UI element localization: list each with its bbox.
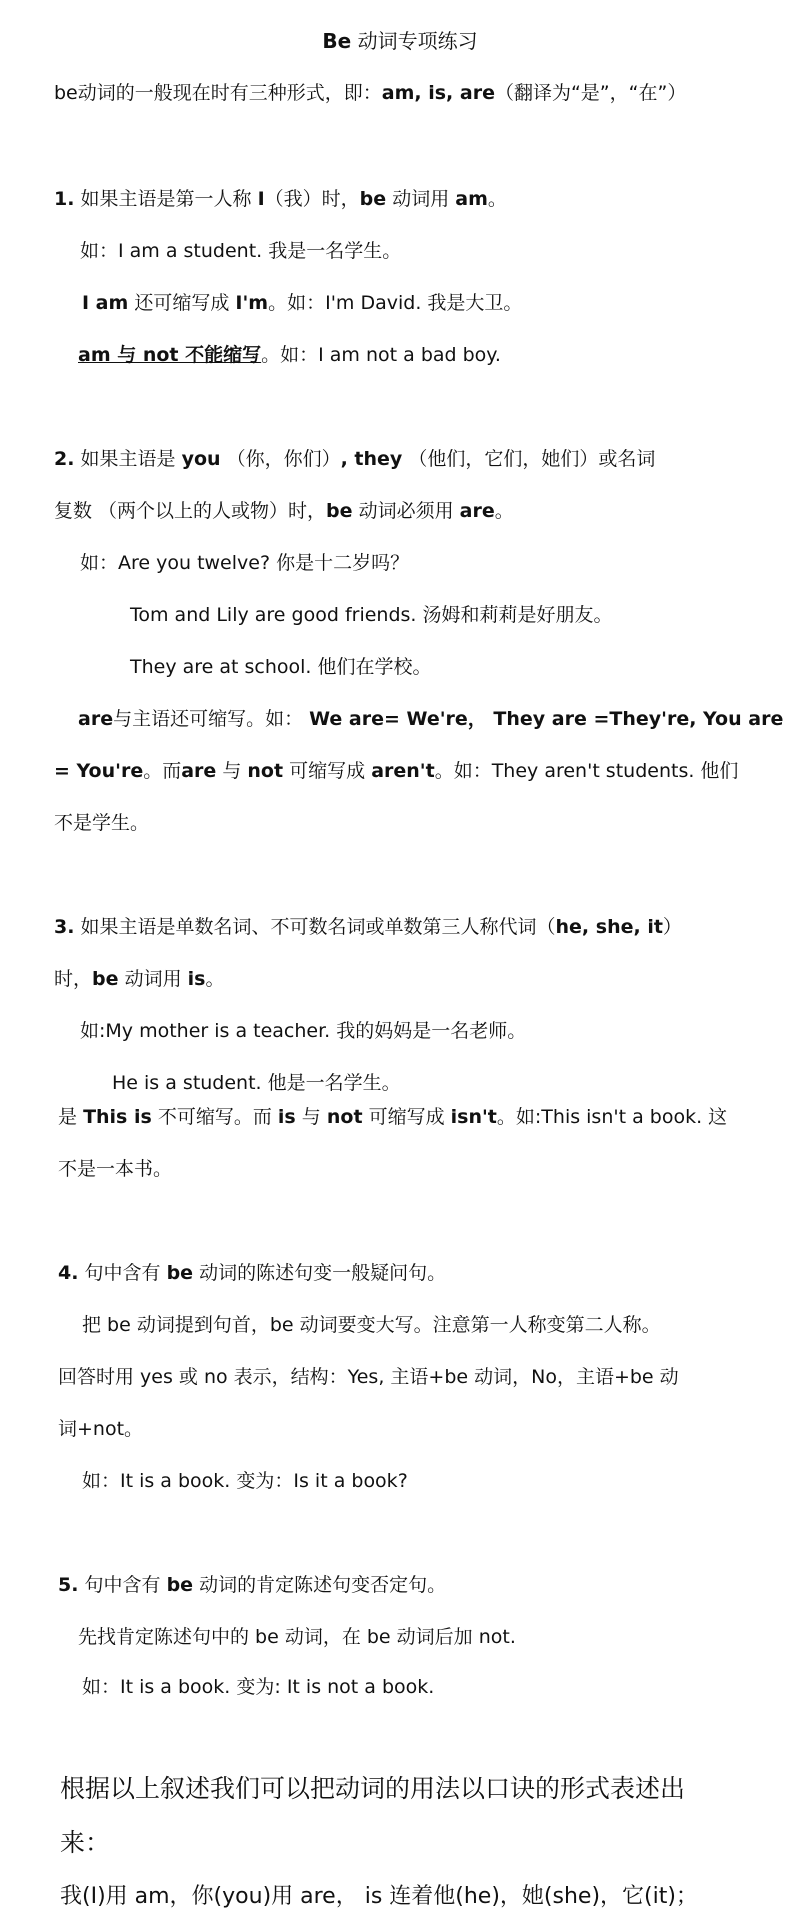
- example-text: 还可缩写成: [134, 292, 230, 314]
- heading-text: 如果主语是第一人称: [80, 188, 252, 210]
- heading-text: （你，你们）: [226, 448, 341, 470]
- section-2-line-3: [78, 706, 783, 732]
- section-2-example-1: 如：Are you twelve? 你是十二岁吗？: [80, 552, 410, 574]
- heading-text: 。: [487, 188, 507, 210]
- contraction-text: 与: [222, 760, 242, 782]
- section-number: 5.: [58, 1574, 79, 1596]
- section-number: 2.: [54, 448, 75, 470]
- rule-bold: isn't: [450, 1106, 497, 1128]
- summary-line-3: 我(I)用 am，你(you)用 are， is 连着他(he)，她(she)，它(it)；: [60, 1884, 698, 1909]
- section-3-example-2: He is a student. 他是一名学生。: [112, 1072, 401, 1094]
- rule-bold: not: [326, 1106, 363, 1128]
- example-text: 。如：I'm David. 我是大卫。: [268, 292, 523, 314]
- section-3-line-4: 不是一本书。: [58, 1158, 173, 1180]
- heading-text: （我）时，: [264, 188, 360, 210]
- intro-text: （翻译为“是”，“在”）: [494, 82, 687, 104]
- intro-text: be: [54, 82, 78, 104]
- heading-text: （他们，它们，她们）或名词: [408, 448, 656, 470]
- rule-text: 。如:This isn't a book. 这: [496, 1106, 728, 1128]
- heading-text: 复数 （两个以上的人或物）时，: [54, 500, 327, 522]
- heading-bold: be: [359, 188, 387, 210]
- section-3-example-1: 如:My mother is a teacher. 我的妈妈是一名老师。: [80, 1020, 527, 1042]
- section-1-example-2: [82, 290, 522, 316]
- heading-bold: , they: [340, 448, 403, 470]
- heading-text: ）: [662, 916, 682, 938]
- heading-bold: be: [92, 968, 119, 990]
- contraction-bold: = You're: [54, 760, 144, 782]
- heading-bold: he, she, it: [555, 916, 663, 938]
- heading-bold: be: [166, 1574, 194, 1596]
- section-number: 3.: [54, 916, 75, 938]
- heading-text: 动词用: [392, 188, 450, 210]
- heading-bold: am: [455, 188, 488, 210]
- heading-text: 。: [205, 968, 225, 990]
- contraction-text: 可缩写成: [289, 760, 366, 782]
- contraction-text: 与主语还可缩写。如：: [113, 708, 304, 730]
- section-1-example-3: [78, 342, 501, 368]
- section-3-line-1: [54, 914, 682, 940]
- heading-text: 如果主语是单数名词、不可数名词或单数第三人称代词（: [80, 916, 556, 938]
- example-bold: I am: [82, 292, 129, 314]
- heading-text: 动词的陈述句变一般疑问句。: [199, 1262, 447, 1284]
- contraction-bold: We are= We're， They are =They're, You are: [309, 708, 784, 730]
- section-4-example-1: 如：It is a book. 变为：Is it a book?: [82, 1470, 408, 1492]
- section-4-line-2: 回答时用 yes 或 no 表示，结构：Yes, 主语+be 动词，No，主语+be 动: [58, 1366, 679, 1388]
- title-rest: 动词专项练习: [357, 29, 478, 53]
- summary-line-1: 根据以上叙述我们可以把动词的用法以口诀的形式表述出: [60, 1774, 686, 1803]
- heading-bold: be: [326, 500, 353, 522]
- rule-bold: This is: [83, 1106, 152, 1128]
- rule-bold: is: [277, 1106, 296, 1128]
- heading-text: 时，: [54, 968, 93, 990]
- section-4-heading: [58, 1260, 446, 1286]
- section-5-example-1: 如：It is a book. 变为: It is not a book.: [82, 1676, 435, 1698]
- example-text: 。如：I am not a bad boy.: [261, 344, 501, 366]
- contraction-bold: are: [181, 760, 217, 782]
- section-1-example-1: 如：I am a student. 我是一名学生。: [80, 240, 402, 262]
- title-bold: Be: [322, 29, 352, 53]
- underlined-rule: am 与 not 不能缩写: [78, 344, 262, 366]
- heading-text: 句中含有: [84, 1574, 161, 1596]
- rule-text: 是: [58, 1106, 78, 1128]
- section-2-line-2: [54, 498, 514, 524]
- page-title: [0, 28, 800, 54]
- contraction-bold: aren't: [371, 760, 435, 782]
- heading-bold: is: [187, 968, 206, 990]
- section-2-example-2: Tom and Lily are good friends. 汤姆和莉莉是好朋友。: [130, 604, 613, 626]
- section-5-line-1: 先找肯定陈述句中的 be 动词，在 be 动词后加 not.: [78, 1626, 516, 1648]
- heading-text: 动词必须用: [358, 500, 454, 522]
- heading-text: 动词用: [124, 968, 182, 990]
- section-3-line-2: [54, 966, 224, 992]
- heading-text: 句中含有: [84, 1262, 161, 1284]
- heading-text: 动词的肯定陈述句变否定句。: [199, 1574, 447, 1596]
- section-4-line-3: 词+not。: [58, 1418, 144, 1440]
- section-number: 1.: [54, 188, 75, 210]
- heading-bold: I: [257, 188, 265, 210]
- contraction-bold: not: [247, 760, 284, 782]
- example-bold: I'm: [235, 292, 269, 314]
- intro-forms: am, is, are: [381, 82, 495, 104]
- heading-bold: be: [166, 1262, 194, 1284]
- section-2-example-3: They are at school. 他们在学校。: [130, 656, 432, 678]
- section-2-line-5: 不是学生。: [54, 812, 150, 834]
- contraction-bold: are: [78, 708, 114, 730]
- summary-line-2: 来：: [60, 1828, 111, 1857]
- section-2-line-4: [54, 758, 738, 784]
- contraction-text: 。如：They aren't students. 他们: [434, 760, 739, 782]
- section-4-line-1: 把 be 动词提到句首，be 动词要变大写。注意第一人称变第二人称。: [82, 1314, 661, 1336]
- intro-text: 动词的一般现在时有三种形式，即：: [77, 82, 382, 104]
- section-1-heading: [54, 186, 507, 212]
- heading-text: 如果主语是: [80, 448, 176, 470]
- intro-line: [54, 80, 686, 106]
- heading-text: 。: [494, 500, 514, 522]
- rule-text: 不可缩写。而: [157, 1106, 272, 1128]
- section-number: 4.: [58, 1262, 79, 1284]
- rule-text: 可缩写成: [368, 1106, 445, 1128]
- contraction-text: 。而: [143, 760, 182, 782]
- heading-bold: are: [459, 500, 495, 522]
- section-5-heading: [58, 1572, 446, 1598]
- section-2-line-1: [54, 446, 655, 472]
- section-3-line-3: [58, 1104, 727, 1130]
- heading-bold: you: [181, 448, 221, 470]
- rule-text: 与: [301, 1106, 321, 1128]
